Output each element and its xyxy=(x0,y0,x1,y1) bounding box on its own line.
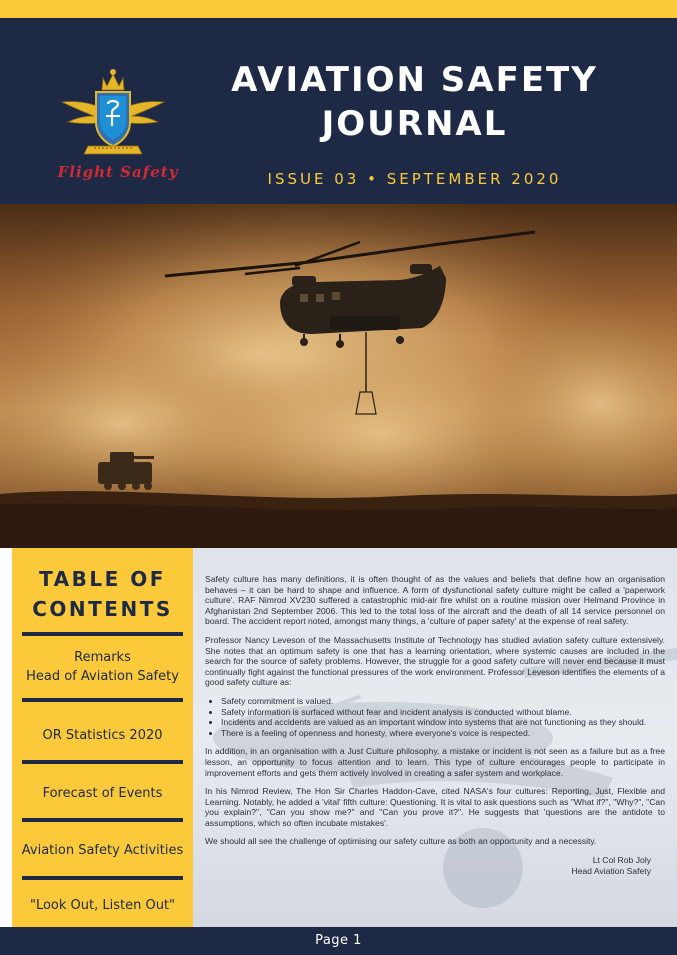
top-accent-stripe xyxy=(0,0,677,18)
toc-item-label: Head of Aviation Safety xyxy=(26,669,179,684)
helicopter-dust-illustration xyxy=(0,204,677,548)
journal-title xyxy=(212,58,617,146)
toc-item-or-statistics[interactable]: OR Statistics 2020 xyxy=(42,728,163,743)
toc-divider xyxy=(22,876,183,880)
toc-heading xyxy=(12,564,193,624)
toc-item-activities[interactable]: Aviation Safety Activities xyxy=(21,843,184,858)
article-paragraph: Safety culture has many definitions, it is often thought of as the values and beliefs that define how an organisation behaves – it can be hard to shape and influence. A form of dysfunctional safety culture might be called a 'paperwork culture'. RAF Nimrod XV230 suffered a catastrophic mid-air fire whilst on a routine mission over Helmand Province in Afghanistan 2nd September 2006. This led to the total loss of the aircraft and the death of all 14 service personnel on board. The accident report noted, amongst many things, a 'culture of paper safety' at the expense of real safety. xyxy=(205,574,665,627)
list-item: • There is a feeling of openness and honesty, where everyone's voice is respected. xyxy=(221,728,665,739)
toc-divider xyxy=(22,698,183,702)
signature-block xyxy=(205,855,651,876)
cover-photo-helicopter xyxy=(0,204,677,548)
flight-safety-emblem-icon xyxy=(58,56,168,161)
toc-divider xyxy=(22,818,183,822)
editorial-article xyxy=(193,548,677,927)
issue-date: ISSUE 03 • SEPTEMBER 2020 xyxy=(267,170,562,188)
article-paragraph: Professor Nancy Leveson of the Massachusetts Institute of Technology has studied aviation safety culture extensively. She notes that an optimum safety is one that has a learning orientation, where systemic causes are included in the search for the source of safety problems. However, the struggle for a good safety culture will never end because it must continually fight against the functional pressures of the work environment. Professor Leveson identifies the elements of a good safety culture as: xyxy=(205,634,665,688)
title-line-1: AVIATION SAFETY xyxy=(231,60,598,100)
title-line-2: JOURNAL xyxy=(321,104,508,144)
toc-divider xyxy=(22,632,183,636)
toc-item-remarks[interactable] xyxy=(12,648,193,686)
logo-caption: Flight Safety xyxy=(57,163,179,181)
toc-item-forecast[interactable]: Forecast of Events xyxy=(42,786,163,801)
article-paragraph: In his Nimrod Review, The Hon Sir Charles Haddon-Cave, cited NASA's four cultures: Reporting, Just, Flexible and Learning. Notably, he added a 'vital' fifth culture: Questioning. It is vital to ask questions such as "What if?", "Why?", "Can you explain?", "Can you show me?" and "Can you prove it?". He suggests that 'questions are the antidote to assumptions, which so often incubate mistakes'. xyxy=(205,786,665,828)
toc-heading-line-1: TABLE OF xyxy=(39,567,166,591)
author-name: Lt Col Rob Joly xyxy=(592,855,651,866)
list-item: • Safety information is surfaced without fear and incident analysis is conducted without blame. xyxy=(221,707,665,718)
table-of-contents xyxy=(12,548,193,927)
safety-elements-list xyxy=(221,696,665,738)
toc-heading-line-2: CONTENTS xyxy=(32,597,173,621)
list-item: • Safety commitment is valued. xyxy=(221,696,665,707)
toc-item-label: Remarks xyxy=(74,650,131,665)
toc-divider xyxy=(22,760,183,764)
article-body xyxy=(205,574,665,876)
masthead xyxy=(0,18,677,204)
page-footer xyxy=(0,927,677,955)
toc-item-look-out[interactable]: "Look Out, Listen Out" xyxy=(29,898,176,913)
author-role: Head Aviation Safety xyxy=(571,865,651,876)
article-paragraph: We should all see the challenge of optimising our safety culture as both an opportunity and a necessity. xyxy=(205,836,597,847)
list-item: • Incidents and accidents are valued as an important window into systems that are not functioning as they should. xyxy=(221,717,665,728)
page-number: Page 1 xyxy=(315,933,362,948)
article-paragraph: In addition, in an organisation with a Just Culture philosophy, a mistake or incident is not seen as a failure but as a free lesson, an opportunity to focus attention and to learn. This type of culture encourages people to participate in improvement efforts and gets them actively involved in creating a safer system and workplace. xyxy=(205,746,665,778)
